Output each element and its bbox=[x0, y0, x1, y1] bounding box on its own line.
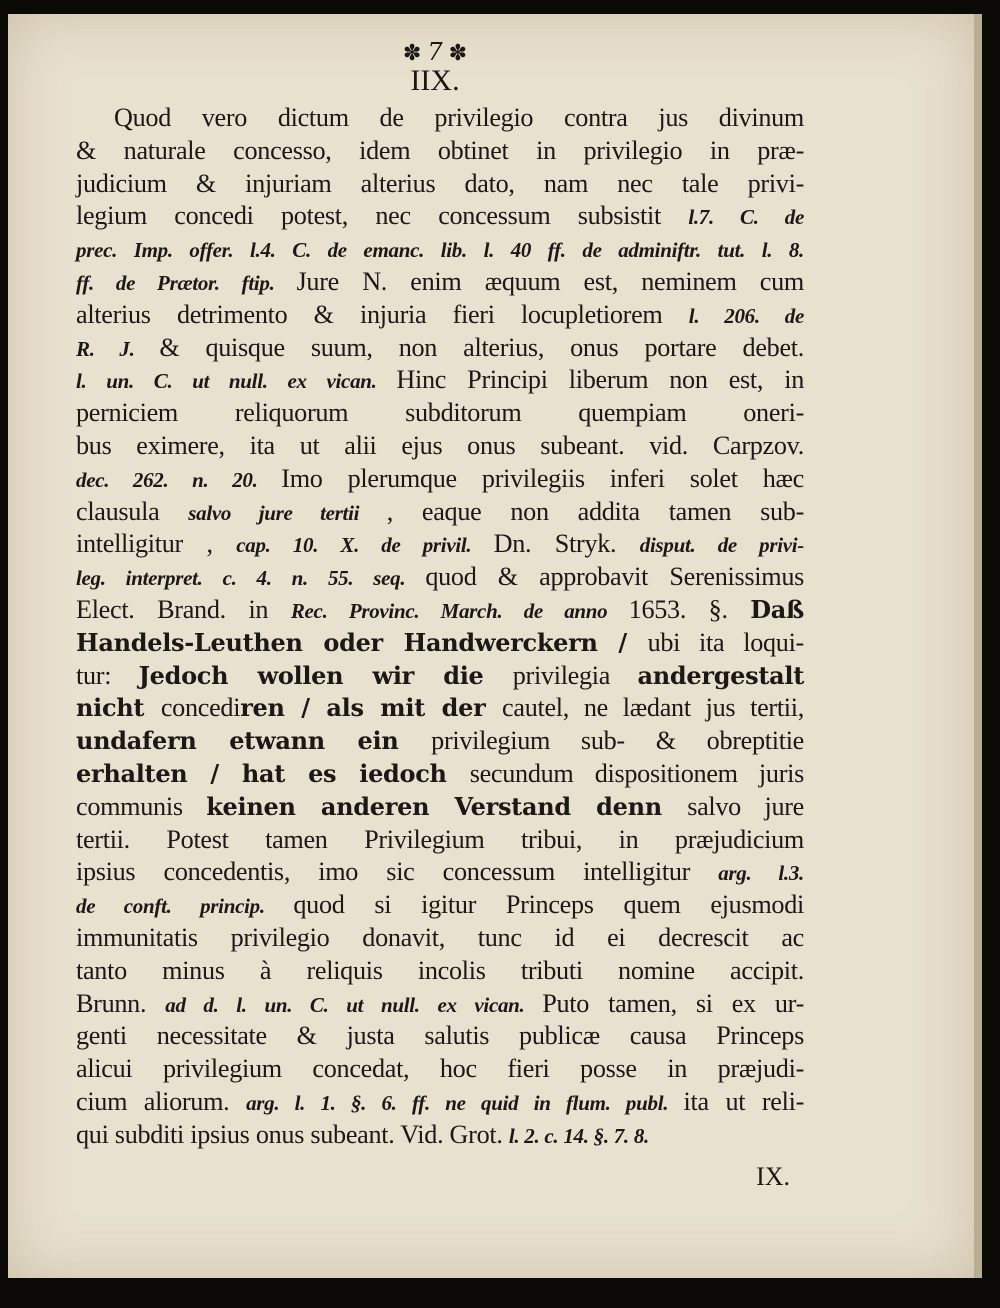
text-segment: , eaque non addita tamen sub- bbox=[386, 496, 804, 526]
text-line bbox=[76, 102, 804, 135]
text-line bbox=[76, 496, 804, 529]
body-text bbox=[76, 102, 804, 1152]
text-segment: genti necessitate & justa salutis publicæ causa Princeps bbox=[76, 1021, 804, 1051]
text-line bbox=[76, 791, 804, 824]
citation-text: arg. l. 1. §. 6. ff. ne quid in flum. publ. bbox=[246, 1090, 684, 1115]
text-line bbox=[76, 397, 804, 430]
blackletter-text: Jedoch wollen wir die bbox=[138, 660, 513, 690]
blackletter-text: erhalten / hat es iedoch bbox=[76, 758, 470, 788]
text-segment: judicium & injuriam alterius dato, nam nec tale privi- bbox=[76, 168, 804, 198]
blackletter-text: Handels-Leuthen oder Handwerckern / bbox=[76, 627, 648, 657]
text-line bbox=[76, 922, 804, 955]
text-segment: bus eximere, ita ut alii ejus onus subeant. vid. Carpzov. bbox=[76, 430, 804, 460]
text-line bbox=[76, 725, 804, 758]
text-line bbox=[76, 561, 804, 594]
citation-text: Rec. Provinc. March. de anno bbox=[290, 598, 629, 623]
citation-text: l.7. C. de bbox=[688, 205, 804, 230]
text-line bbox=[76, 889, 804, 922]
text-segment: quod si igitur Princeps quem ejusmodi bbox=[293, 890, 804, 920]
text-segment: alterius detrimento & injuria fieri locupletiorem bbox=[76, 299, 689, 329]
text-segment: Hinc Principi liberum non est, in bbox=[396, 365, 804, 395]
text-line bbox=[76, 1020, 804, 1053]
text-line bbox=[76, 660, 804, 693]
text-segment: tertii. Potest tamen Privilegium tribui, in præjudicium bbox=[76, 824, 804, 854]
text-line bbox=[76, 528, 804, 561]
text-segment: Imo plerumque privilegiis inferi solet hæc bbox=[281, 463, 804, 493]
citation-text: ad d. l. un. C. ut null. ex vican. bbox=[165, 992, 543, 1017]
blackletter-text: Daß bbox=[750, 594, 804, 624]
text-segment: & naturale concesso, idem obtinet in privilegio in præ- bbox=[76, 135, 804, 165]
section-number: IIX. bbox=[410, 64, 460, 97]
text-line bbox=[76, 1053, 804, 1086]
text-segment: qui subditi ipsius onus subeant. Vid. Grot. bbox=[76, 1119, 509, 1149]
text-segment: communis bbox=[76, 791, 207, 821]
text-segment: & quisque suum, non alterius, onus portare debet. bbox=[159, 332, 805, 362]
text-segment: Elect. Brand. in bbox=[76, 594, 291, 624]
text-line bbox=[76, 430, 804, 463]
text-line bbox=[76, 594, 804, 627]
text-line bbox=[76, 824, 804, 857]
text-line bbox=[76, 200, 804, 233]
text-line bbox=[76, 364, 804, 397]
text-line bbox=[76, 955, 804, 988]
blackletter-text: ren / als mit der bbox=[240, 693, 503, 723]
text-segment: legium concedi potest, nec concessum subsistit bbox=[76, 201, 689, 231]
text-line bbox=[76, 266, 804, 299]
text-line bbox=[76, 233, 804, 266]
citation-text: de conft. princip. bbox=[76, 894, 294, 919]
text-segment: immunitatis privilegio donavit, tunc id ei decrescit ac bbox=[76, 922, 804, 952]
text-segment: cautel, ne lædant jus tertii, bbox=[502, 693, 804, 723]
citation-text: cap. 10. X. de privil. bbox=[236, 533, 494, 558]
text-line bbox=[76, 463, 804, 496]
blackletter-text: andergestalt bbox=[637, 660, 804, 690]
text-line bbox=[76, 299, 804, 332]
text-segment: cium aliorum. bbox=[76, 1086, 247, 1116]
text-line bbox=[76, 135, 804, 168]
blackletter-text: keinen anderen Verstand denn bbox=[206, 791, 688, 821]
text-line bbox=[76, 692, 804, 725]
text-segment: ubi ita loqui- bbox=[647, 627, 804, 657]
text-line bbox=[76, 856, 804, 889]
page-number: 7 bbox=[427, 38, 443, 66]
text-segment: privilegia bbox=[512, 660, 638, 690]
text-segment: Brunn. bbox=[76, 988, 166, 1018]
text-segment: Dn. Stryk. bbox=[493, 529, 640, 559]
text-segment: ita ut reli- bbox=[683, 1086, 805, 1116]
ornament-left-icon: ✽ bbox=[402, 41, 422, 66]
citation-text: dec. 262. n. 20. bbox=[76, 467, 282, 492]
text-segment: quod & approbavit Serenissimus bbox=[425, 562, 804, 592]
text-line bbox=[76, 332, 804, 365]
citation-text: disput. de privi- bbox=[639, 533, 804, 558]
citation-text: ff. de Prætor. ftip. bbox=[76, 270, 297, 295]
text-segment: concedi bbox=[160, 693, 241, 723]
citation-text: l. un. C. ut null. ex vican. bbox=[76, 369, 397, 394]
text-segment: perniciem reliquorum subditorum quempiam oneri- bbox=[76, 398, 804, 428]
text-segment: tanto minus à reliquis incolis tributi nomine accipit. bbox=[76, 955, 804, 985]
text-line bbox=[76, 1119, 804, 1152]
text-line bbox=[76, 627, 804, 660]
text-segment: tur: bbox=[76, 660, 139, 690]
blackletter-text: undafern etwann ein bbox=[76, 726, 432, 756]
text-line bbox=[76, 168, 804, 201]
text-segment: Puto tamen, si ex ur- bbox=[542, 988, 804, 1018]
citation-text: l. 2. c. 14. §. 7. 8. bbox=[508, 1123, 649, 1148]
blackletter-text: nicht bbox=[76, 693, 161, 723]
citation-text: prec. Imp. offer. l.4. C. de emanc. lib. l. 40 ff. de adminiftr. tut. l. 8. bbox=[76, 238, 804, 263]
text-segment: alicui privilegium concedat, hoc fieri posse in præjudi- bbox=[76, 1054, 804, 1084]
citation-text: leg. interpret. c. 4. n. 55. seq. bbox=[76, 566, 426, 591]
text-segment: intelligitur , bbox=[76, 529, 237, 559]
text-segment: 1653. §. bbox=[628, 594, 751, 624]
text-line bbox=[76, 1086, 804, 1119]
citation-text: R. J. bbox=[76, 336, 160, 361]
text-segment: Jure N. enim æquum est, neminem cum bbox=[296, 266, 804, 296]
page-header bbox=[380, 38, 490, 96]
text-segment: secundum dispositionem juris bbox=[469, 758, 804, 788]
text-segment: Quod vero dictum de privilegio contra jus divinum bbox=[114, 103, 804, 132]
text-segment: clausula bbox=[76, 496, 189, 526]
text-segment: salvo jure bbox=[687, 791, 804, 821]
text-segment: privilegium sub- & obreptitie bbox=[431, 726, 804, 756]
page-edge bbox=[974, 14, 982, 1278]
citation-text: salvo jure tertii bbox=[188, 500, 387, 525]
ornament-right-icon: ✽ bbox=[448, 41, 468, 66]
catchword: IX. bbox=[756, 1162, 790, 1191]
text-line bbox=[76, 988, 804, 1021]
citation-text: l. 206. de bbox=[688, 303, 804, 328]
citation-text: arg. l.3. bbox=[718, 861, 804, 886]
text-line bbox=[76, 758, 804, 791]
text-segment: ipsius concedentis, imo sic concessum intelligitur bbox=[76, 857, 719, 887]
